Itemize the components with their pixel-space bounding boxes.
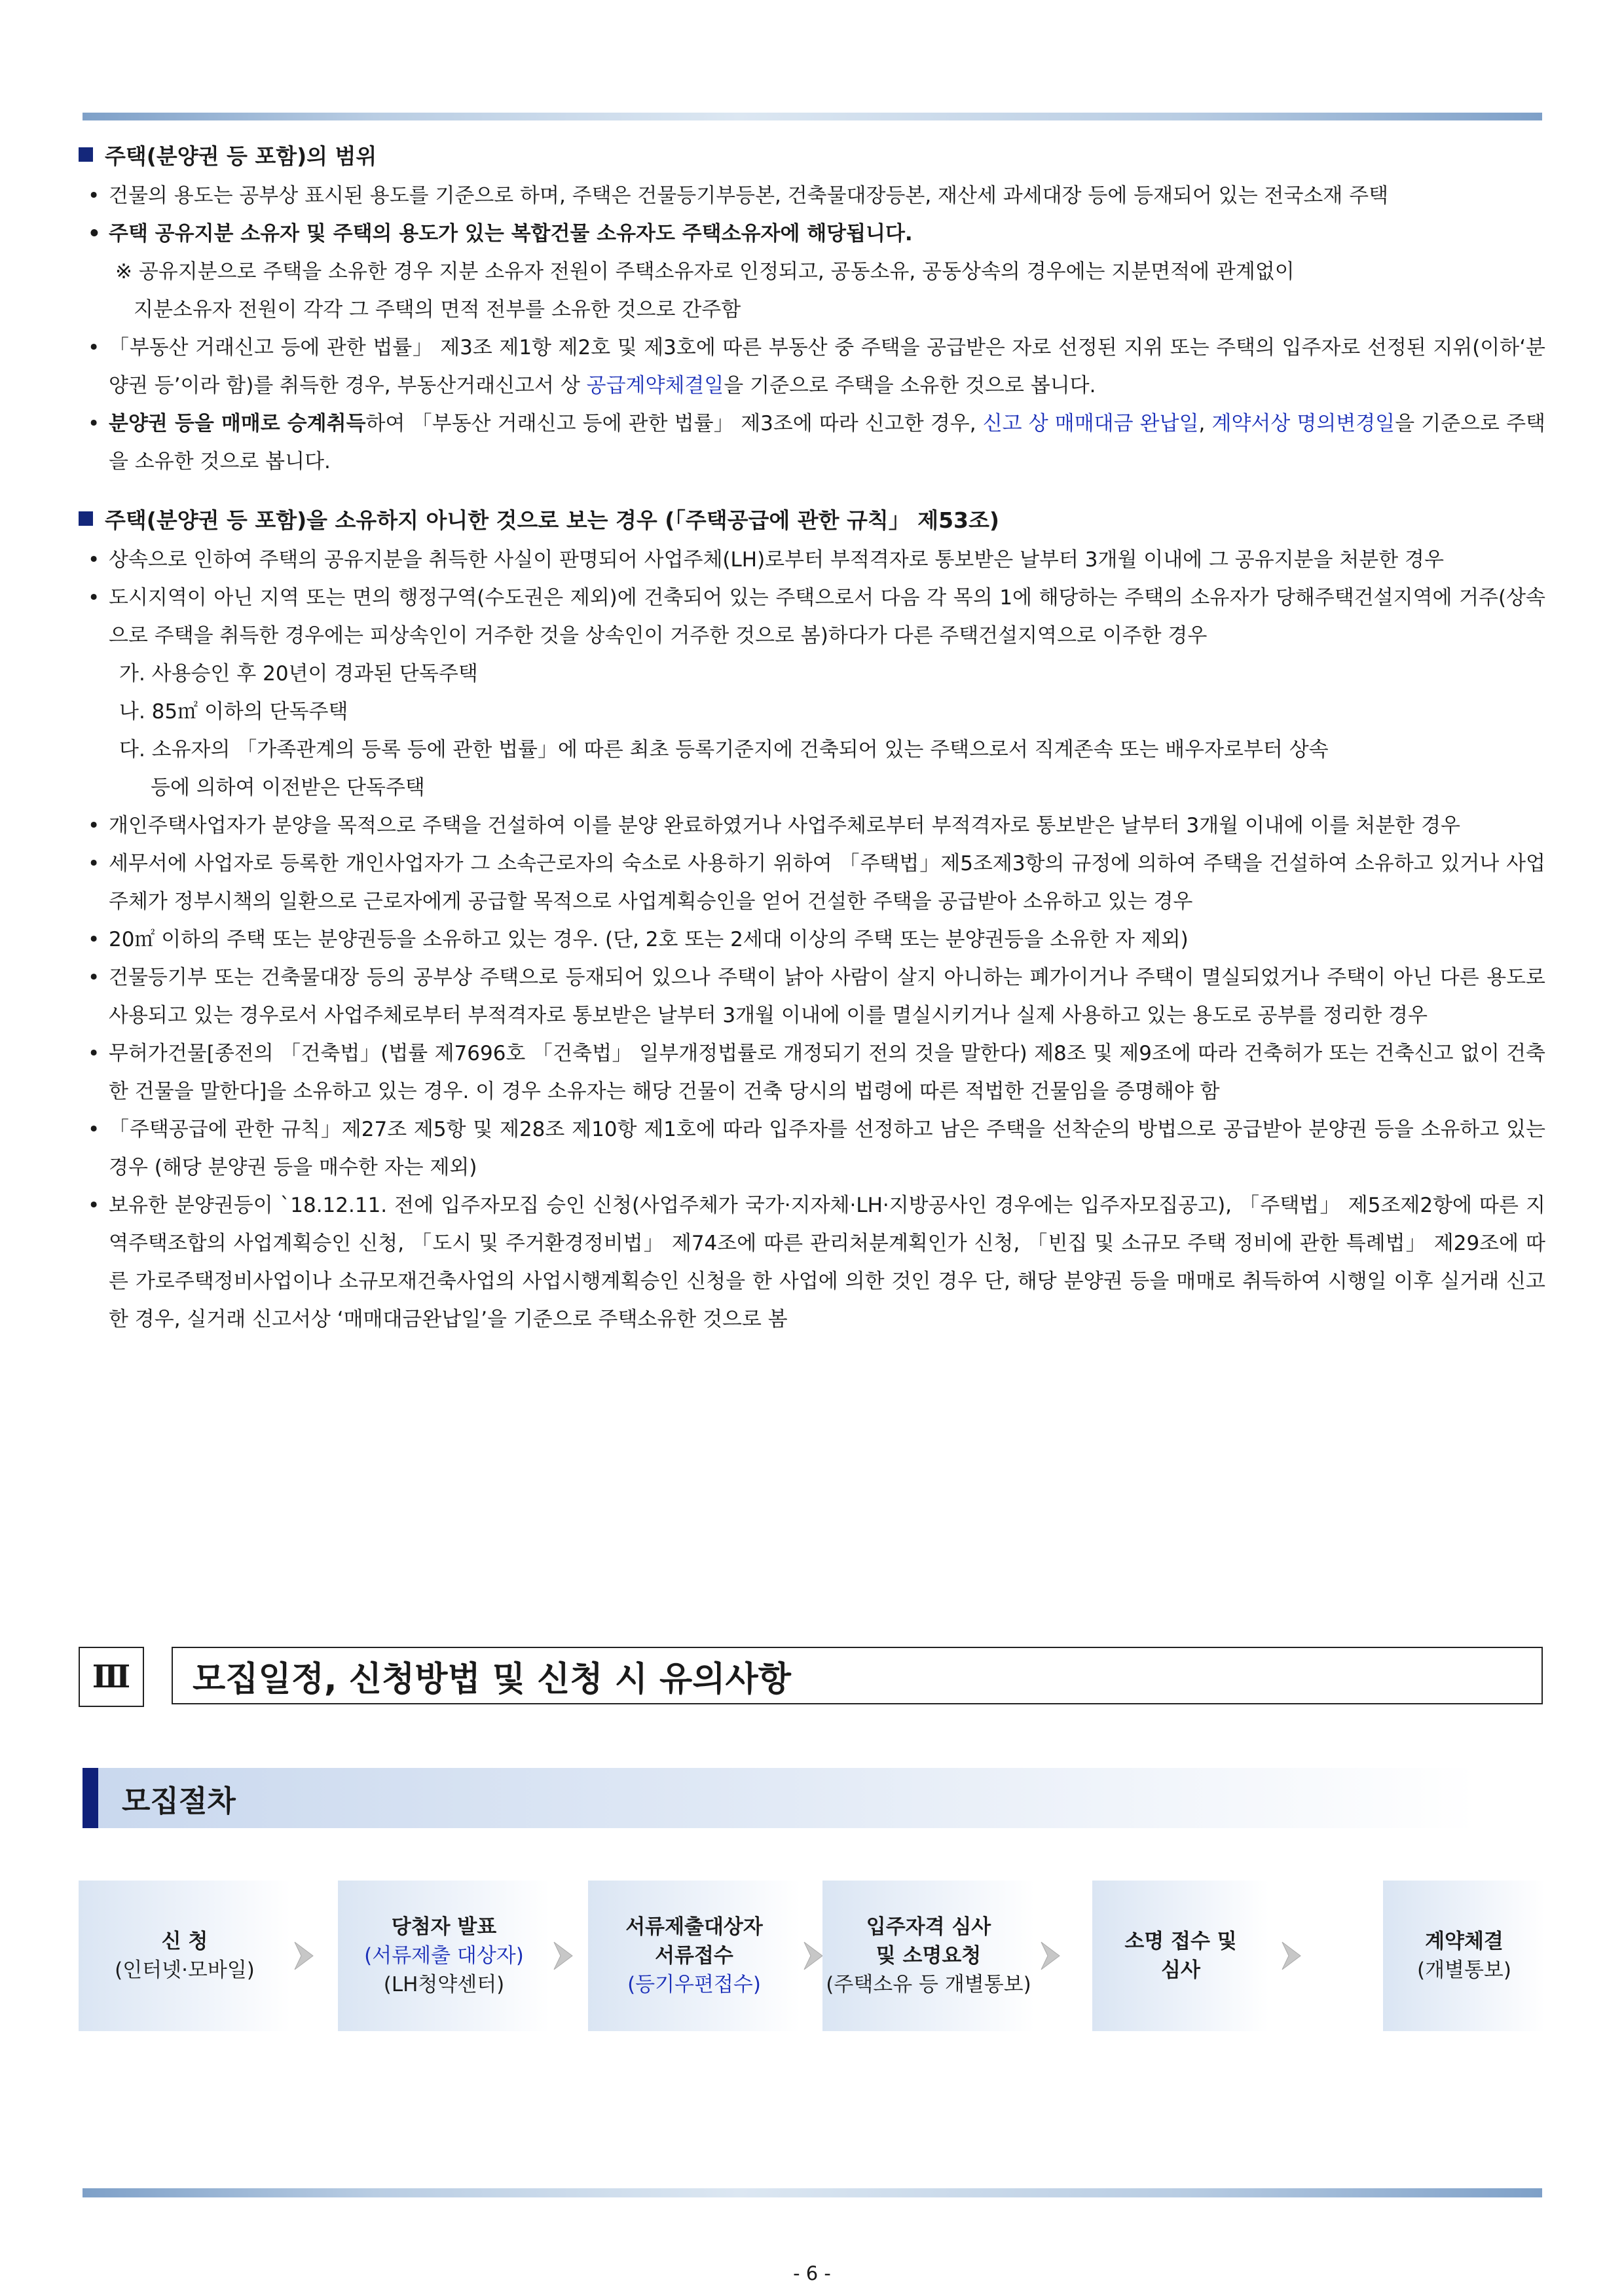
step-eligibility-review: 입주자격 심사 및 소명요청 (주택소유 등 개별통보) bbox=[822, 1881, 1035, 2031]
highlight-text: 공급계약체결일 bbox=[586, 374, 724, 397]
chapter-title: 모집일정, 신청방법 및 신청 시 유의사항 bbox=[172, 1647, 1543, 1704]
square-bullet-icon bbox=[79, 147, 93, 162]
square-bullet-icon bbox=[79, 511, 93, 526]
chevron-right-icon bbox=[1277, 1939, 1306, 1972]
main-content bbox=[79, 139, 1545, 1338]
top-divider bbox=[83, 113, 1542, 120]
procedure-heading: 모집절차 bbox=[83, 1768, 1477, 1828]
step-contract: 계약체결 (개별통보) bbox=[1383, 1881, 1545, 2031]
list-item: • 무허가건물[종전의 「건축법」(법률 제7696호 「건축법」 일부개정법률로 개정되기 전의 것을 말한다) 제8조 및 제9조에 따라 건축허가 또는 건축신고 없이 건축한 건물을 말한다]을 소유하고 있는 경우. 이 경우 소유자는 해당 건물이 건축 당시의 법령에 따른 적법한 건물임을 증명해야 함 bbox=[79, 1035, 1545, 1111]
step-document-submission: 서류제출대상자 서류접수 (등기우편접수) bbox=[588, 1881, 800, 2031]
list-item: • 주택 공유지분 소유자 및 주택의 용도가 있는 복합건물 소유자도 주택소유자에 해당됩니다. bbox=[79, 215, 1545, 253]
list-item: • 20㎡ 이하의 주택 또는 분양권등을 소유하고 있는 경우. (단, 2호 또는 2세대 이상의 주택 또는 분양권등을 소유한 자 제외) bbox=[79, 921, 1545, 959]
sub-item: 다. 소유자의 「가족관계의 등록 등에 관한 법률」에 따른 최초 등록기준지에 건축되어 있는 주택으로서 직계존속 또는 배우자로부터 상속 등에 의하여 이전받은 단독주택 bbox=[119, 738, 1329, 799]
step-explanation-review: 소명 접수 및 심사 bbox=[1092, 1881, 1269, 2031]
page-number: - 6 - bbox=[793, 2262, 831, 2285]
list-item: • 「부동산 거래신고 등에 관한 법률」 제3조 제1항 제2호 및 제3호에 따른 부동산 중 주택을 공급받은 자로 선정된 지위 또는 주택의 입주자로 선정된 지위(이하‘분양권 등’이라 함)를 취득한 경우, 부동산거래신고서 상 공급계약체결일을 기준으로 주택을 소유한 것으로 봅니다. bbox=[79, 329, 1545, 405]
step-winner-announcement: 당첨자 발표 (서류제출 대상자) (LH청약센터) bbox=[338, 1881, 550, 2031]
chapter-number: Ⅲ bbox=[79, 1647, 144, 1707]
chapter-header bbox=[79, 1647, 1545, 1707]
chevron-right-icon bbox=[289, 1939, 318, 1972]
sub-item: 가. 사용승인 후 20년이 경과된 단독주택 bbox=[119, 662, 478, 686]
list-item: • 보유한 분양권등이 `18.12.11. 전에 입주자모집 승인 신청(사업주체가 국가·지자체·LH·지방공사인 경우에는 입주자모집공고), 「주택법」 제5조제2항에 따른 지역주택조합의 사업계획승인 신청, 「도시 및 주거환경정비법」 제74조에 따른 관리처분계획인가 신청, 「빈집 및 소규모 주택 정비에 관한 특례법」 제29조에 따른 가로주택정비사업이나 소규모재건축사업의 사업시행계획승인 신청을 한 사업에 의한 것인 경우 단, 해당 분양권 등을 매매로 취득하여 시행일 이후 실거래 신고한 경우, 실거래 신고서상 ‘매매대금완납일’을 기준으로 주택소유한 것으로 봄 bbox=[79, 1186, 1545, 1338]
bottom-divider bbox=[83, 2188, 1542, 2197]
highlight-text: 계약서상 명의변경일 bbox=[1211, 412, 1395, 435]
highlight-text: 신고 상 매매대금 완납일 bbox=[982, 412, 1199, 435]
section-heading-housing-scope: 주택(분양권 등 포함)의 범위 bbox=[79, 139, 1545, 170]
heading-accent-bar bbox=[83, 1768, 98, 1828]
list-item: • 상속으로 인하여 주택의 공유지분을 취득한 사실이 판명되어 사업주체(LH)로부터 부적격자로 통보받은 날부터 3개월 이내에 그 공유지분을 처분한 경우 bbox=[79, 541, 1545, 579]
sub-item: 나. 85㎡ 이하의 단독주택 bbox=[119, 700, 348, 724]
list-item: • 건물의 용도는 공부상 표시된 용도를 기준으로 하며, 주택은 건물등기부등본, 건축물대장등본, 재산세 과세대장 등에 등재되어 있는 전국소재 주택 bbox=[79, 177, 1545, 215]
chevron-right-icon bbox=[1036, 1939, 1065, 1972]
chevron-right-icon bbox=[549, 1939, 578, 1972]
procedure-flow bbox=[79, 1881, 1545, 2031]
step-apply: 신 청 (인터넷·모바일) bbox=[79, 1881, 291, 2031]
list-item: • 개인주택사업자가 분양을 목적으로 주택을 건설하여 이를 분양 완료하였거나 사업주체로부터 부적격자로 통보받은 날부터 3개월 이내에 이를 처분한 경우 bbox=[79, 807, 1545, 845]
section-heading-not-owner: 주택(분양권 등 포함)을 소유하지 아니한 것으로 보는 경우 (「주택공급에 관한 규칙」 제53조) bbox=[79, 503, 1545, 534]
list-item: • 세무서에 사업자로 등록한 개인사업자가 그 소속근로자의 숙소로 사용하기 위하여 「주택법」제5조제3항의 규정에 의하여 주택을 건설하여 소유하고 있거나 사업주체가 정부시책의 일환으로 근로자에게 공급할 목적으로 사업계획승인을 얻어 건설한 주택을 공급받아 소유하고 있는 경우 bbox=[79, 845, 1545, 921]
list-item: • 「주택공급에 관한 규칙」제27조 제5항 및 제28조 제10항 제1호에 따라 입주자를 선정하고 남은 주택을 선착순의 방법으로 공급받아 분양권 등을 소유하고 있는 경우 (해당 분양권 등을 매수한 자는 제외) bbox=[79, 1111, 1545, 1186]
note: ※ 공유지분으로 주택을 소유한 경우 지분 소유자 전원이 주택소유자로 인정되고, 공동소유, 공동상속의 경우에는 지분면적에 관계없이 지분소유자 전원이 각각 그 주택의 면적 전부를 소유한 것으로 간주함 bbox=[115, 260, 1295, 321]
list-item: • 도시지역이 아닌 지역 또는 면의 행정구역(수도권은 제외)에 건축되어 있는 주택으로서 다음 각 목의 1에 해당하는 주택의 소유자가 당해주택건설지역에 거주(상속으로 주택을 취득한 경우에는 피상속인이 거주한 것을 상속인이 거주한 것으로 봄)하다가 다른 주택건설지역으로 이주한 경우 bbox=[79, 579, 1545, 655]
list-item: • 분양권 등을 매매로 승계취득하여 「부동산 거래신고 등에 관한 법률」 제3조에 따라 신고한 경우, 신고 상 매매대금 완납일, 계약서상 명의변경일을 기준으로 주택을 소유한 것으로 봅니다. bbox=[79, 405, 1545, 481]
list-item: • 건물등기부 또는 건축물대장 등의 공부상 주택으로 등재되어 있으나 주택이 낡아 사람이 살지 아니하는 폐가이거나 주택이 멸실되었거나 주택이 아닌 다른 용도로 사용되고 있는 경우로서 사업주체로부터 부적격자로 통보받은 날부터 3개월 이내에 이를 멸실시키거나 실제 사용하고 있는 용도로 공부를 정리한 경우 bbox=[79, 959, 1545, 1035]
